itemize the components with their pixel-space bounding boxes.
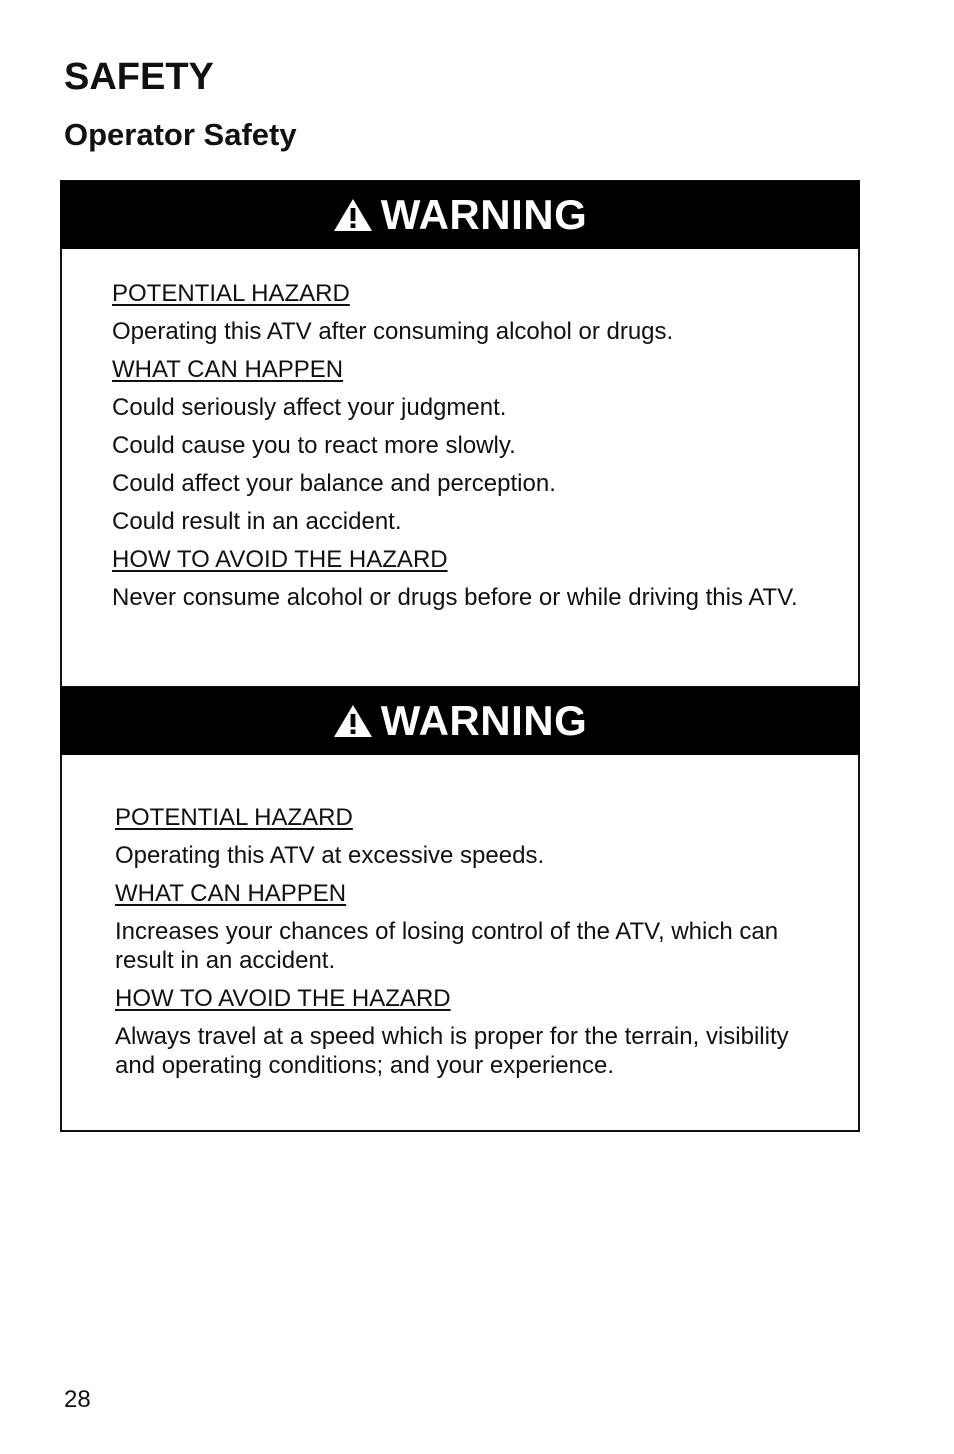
potential-hazard-heading: POTENTIAL HAZARD xyxy=(115,804,353,831)
warning-header xyxy=(60,181,860,249)
what-can-happen-item: Could cause you to react more slowly. xyxy=(112,432,516,459)
page-title: SAFETY xyxy=(64,56,214,98)
how-to-avoid-heading: HOW TO AVOID THE HAZARD xyxy=(115,985,451,1012)
what-can-happen-heading: WHAT CAN HAPPEN xyxy=(115,880,347,907)
warning-body xyxy=(62,249,858,612)
page-number: 28 xyxy=(64,1386,91,1413)
warning-label: WARNING xyxy=(380,191,588,238)
warning-box-alcohol xyxy=(60,180,860,688)
how-to-avoid-text: Never consume alcohol or drugs before or while driving this ATV. xyxy=(112,584,798,611)
how-to-avoid-heading: HOW TO AVOID THE HAZARD xyxy=(112,546,448,573)
how-to-avoid-text: Always travel at a speed which is proper for the terrain, visibility and operating conditions; and your experience. xyxy=(115,1023,789,1079)
warning-body xyxy=(62,755,858,1080)
section-title: Operator Safety xyxy=(64,117,297,152)
what-can-happen-item: Increases your chances of losing control of the ATV, which can result in an accident. xyxy=(115,918,779,974)
what-can-happen-heading: WHAT CAN HAPPEN xyxy=(112,356,344,383)
warning-header xyxy=(60,687,860,755)
warning-triangle-icon xyxy=(333,198,373,232)
warning-box-speed xyxy=(60,686,860,1132)
what-can-happen-item: Could result in an accident. xyxy=(112,508,402,535)
what-can-happen-item: Could affect your balance and perception. xyxy=(112,470,556,497)
potential-hazard-text: Operating this ATV after consuming alcohol or drugs. xyxy=(112,318,674,345)
potential-hazard-heading: POTENTIAL HAZARD xyxy=(112,280,350,307)
what-can-happen-item: Could seriously affect your judgment. xyxy=(112,394,507,421)
warning-triangle-icon xyxy=(333,704,373,738)
warning-label: WARNING xyxy=(380,697,588,744)
potential-hazard-text: Operating this ATV at excessive speeds. xyxy=(115,842,545,869)
